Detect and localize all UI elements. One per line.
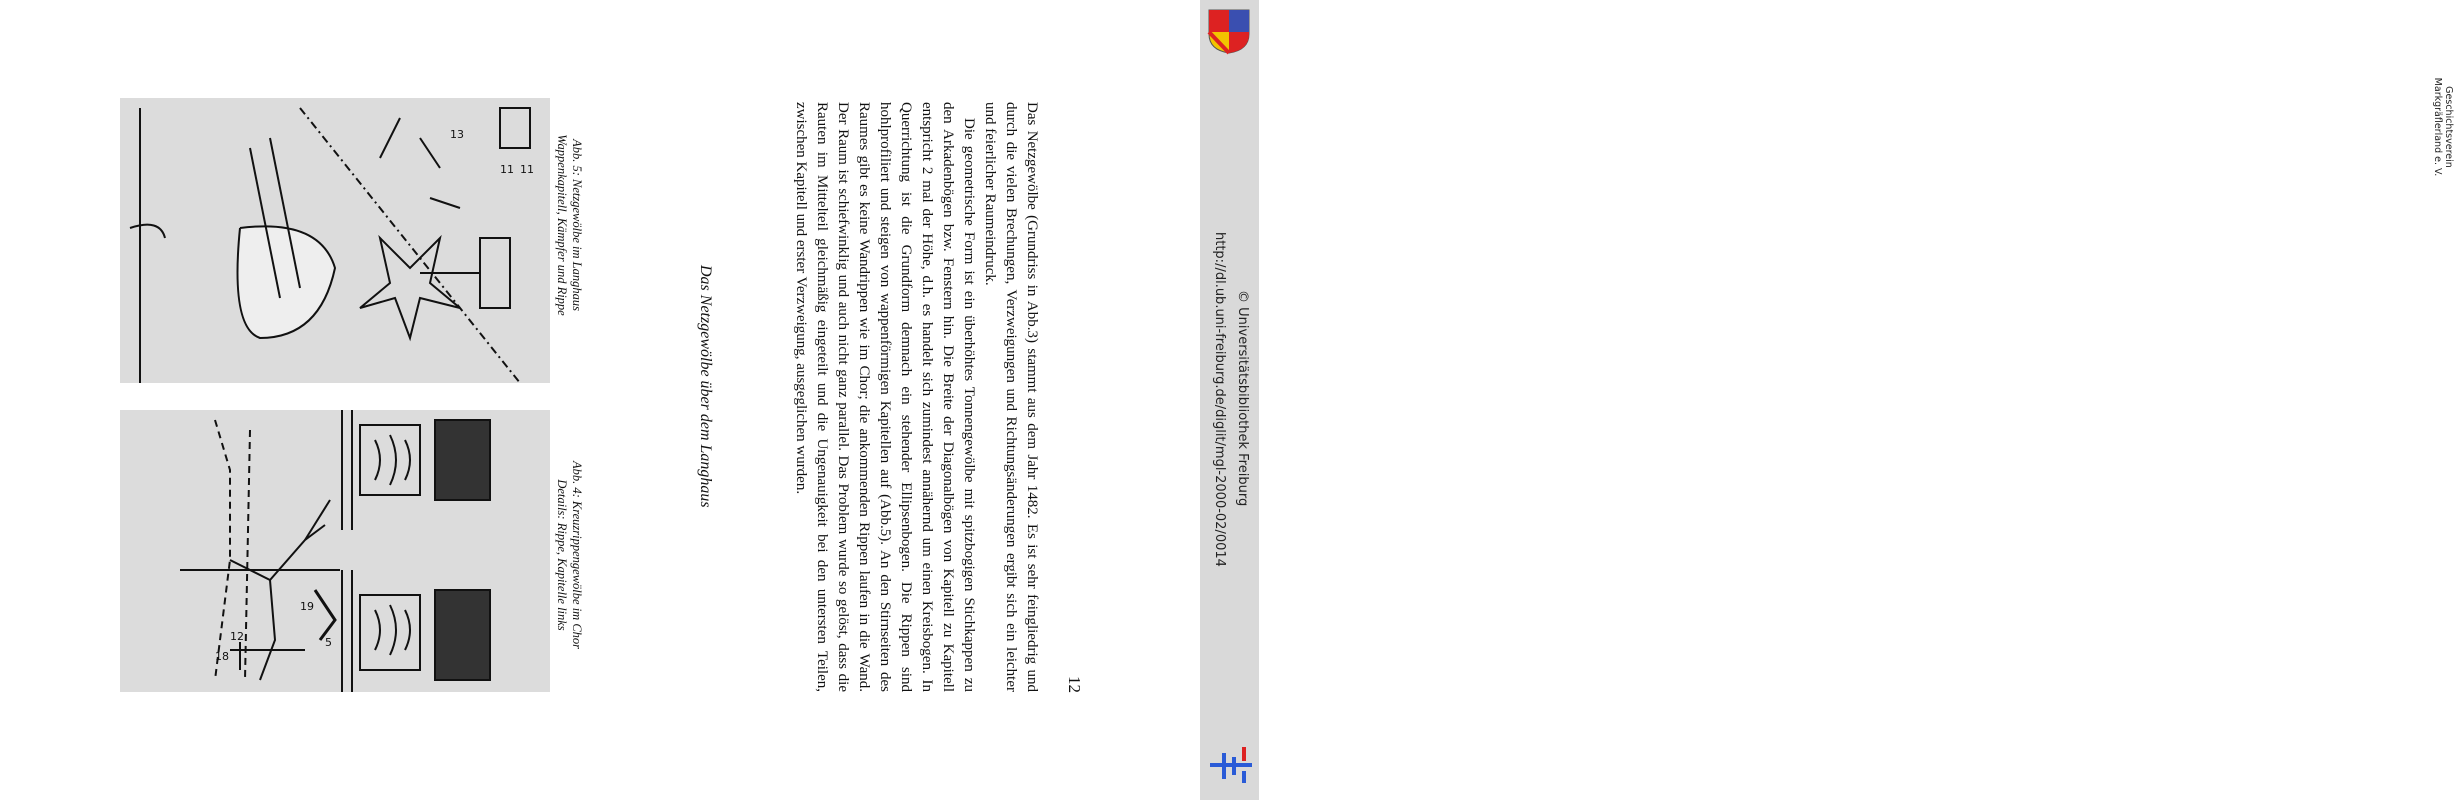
fig4-dim-2: 5 bbox=[325, 636, 332, 649]
fig5-dim-1: 13 bbox=[450, 128, 464, 141]
document-page bbox=[0, 0, 1200, 800]
fig5-dim-3: 11 bbox=[520, 163, 534, 176]
section-heading: Das Netzgewölbe über dem Langhaus bbox=[697, 265, 714, 508]
copyright-notice: © Universitätsbibliothek Freiburg bbox=[1235, 290, 1250, 507]
org-name-line1: Geschichtsverein bbox=[2443, 86, 2454, 168]
figure-4-caption bbox=[554, 435, 584, 675]
ub-freiburg-logo-icon bbox=[1210, 745, 1252, 787]
paragraph-1: Das Netzgewölbe (Grundriss in Abb.3) stammt aus dem Jahr 1482. Es ist sehr feingliedrig und durch die vielen Brechungen, Verzweigungen und Richtungsänderungen ergibt sich ein leichter und feierlicher Raumeindruck. bbox=[982, 102, 1040, 692]
org-name bbox=[2432, 62, 2454, 192]
fig5-dim-2: 11 bbox=[500, 163, 514, 176]
figure-5-drawing bbox=[120, 98, 550, 383]
paragraph-2: Die geometrische Form ist ein überhöhtes Tonnengewölbe mit spitzbogigen Stichkappen zu den Arkadenbögen bzw. Fenstern hin. Die Breite der Diagonalbögen von Kapitell zu Kapitell entspricht 2 mal der Höhe, d.h. es handelt sich zumindest annähernd um einen Kreisbogen. In Querrichtung ist die Grundform demnach ein stehender Ellipsenbogen. Die Rippen sind hohlprofiliert und steigen von wappenförmigen Kapitellen auf (Abb.5). An den Stirnseiten des Raumes gibt es keine Wandrippen wie im Chor; die ankommenden Rippen laufen in die Wand. Der Raum ist schiefwinklig und auch nicht ganz parallel. Das Problem wurde so gelöst, dass die Rauten im Mittelteil gleichmäßig eingeteilt und die Ungenauigkeit bei den untersten Teilen, zwischen Kapitell und erster Verzweigung, ausgeglichen wurden. bbox=[793, 102, 977, 692]
figure-4-image bbox=[120, 410, 550, 692]
article-body bbox=[790, 102, 1042, 692]
page-number: 12 bbox=[1065, 676, 1084, 693]
figure-4-caption-line1: Abb. 4: Kreuzrippengewölbe im Chor bbox=[570, 460, 584, 650]
org-name-line2: Markgräflerland e. V. bbox=[2432, 77, 2443, 177]
figure-5-caption bbox=[554, 105, 584, 345]
figure-5-caption-line2: Wappenkapitell, Kämpfer und Rippe bbox=[555, 134, 569, 316]
permalink-url[interactable]: http://dl.ub.uni-freiburg.de/diglit/mgl-2000-02/0014 bbox=[1212, 232, 1227, 567]
figure-4-caption-line2: Details: Rippe, Kapitelle links bbox=[555, 479, 569, 631]
figure-4-drawing bbox=[120, 410, 550, 692]
fig4-dim-4: 18 bbox=[215, 650, 229, 663]
figure-5-caption-line1: Abb. 5: Netzgewölbe im Langhaus bbox=[570, 139, 584, 311]
fig4-dim-3: 12 bbox=[230, 630, 244, 643]
figure-5-image bbox=[120, 98, 550, 383]
viewer-sidebar bbox=[1200, 0, 2454, 800]
coat-of-arms-icon bbox=[1207, 8, 1251, 54]
fig4-dim-1: 19 bbox=[300, 600, 314, 613]
